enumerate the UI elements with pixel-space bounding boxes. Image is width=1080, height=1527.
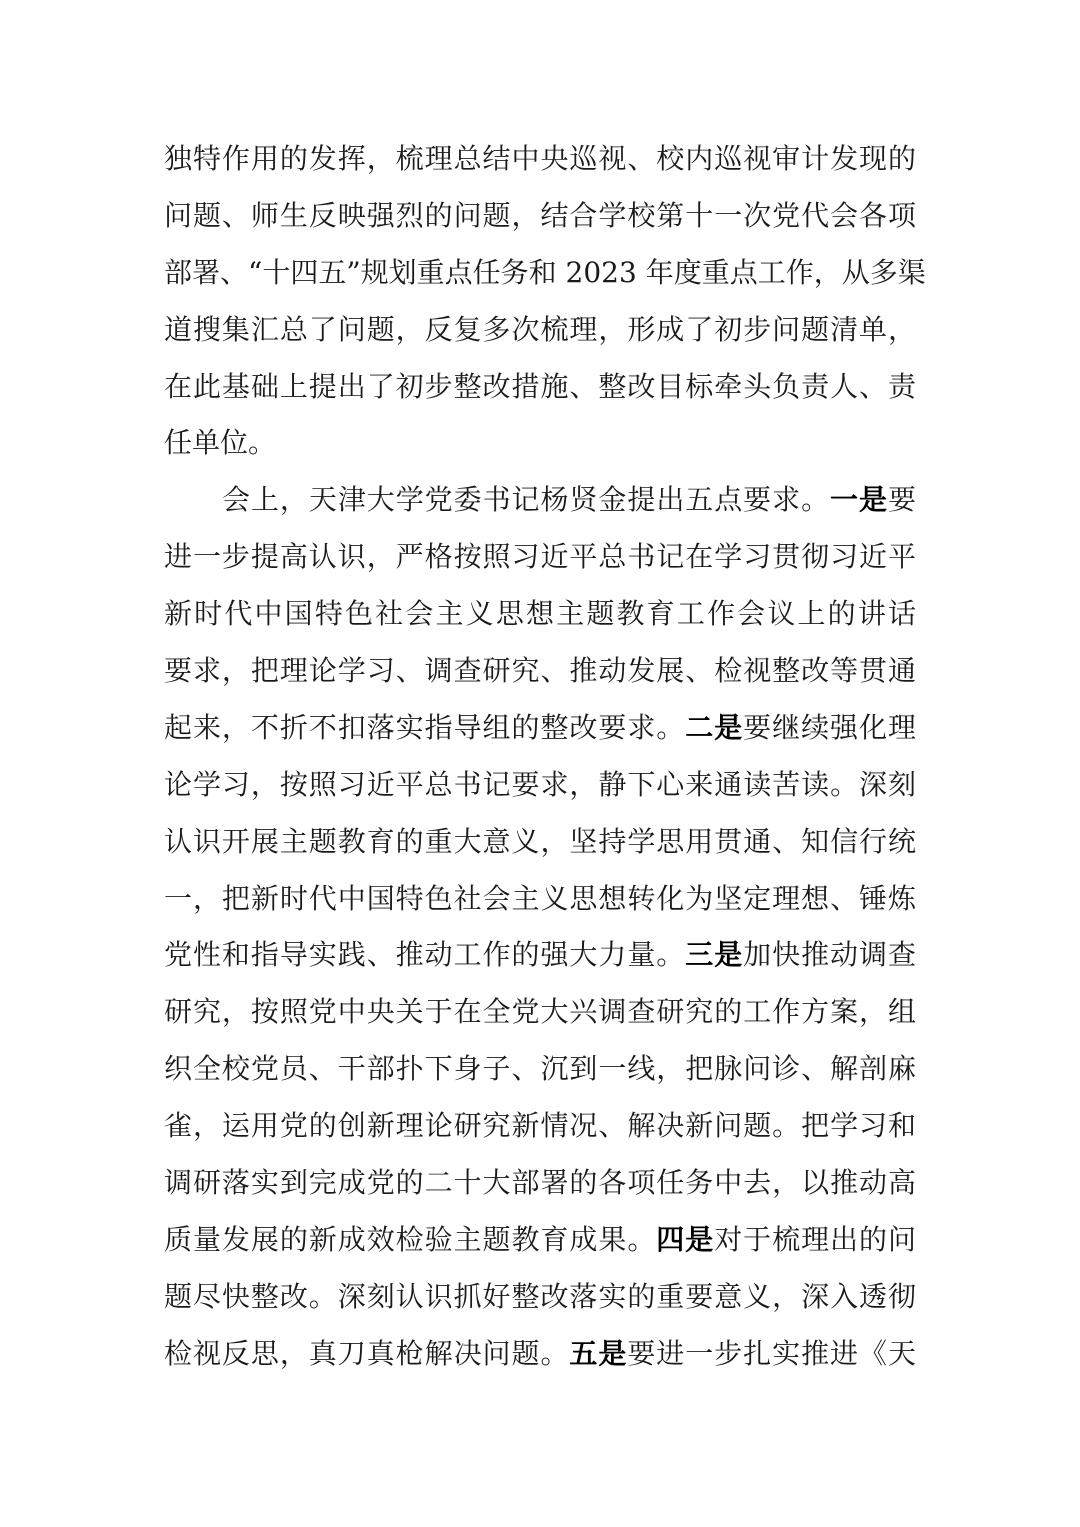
text-line [164, 1326, 916, 1383]
text-segment: 要进一步扎实推进《天 [627, 1336, 916, 1370]
text-line [164, 302, 916, 359]
text-line [164, 871, 916, 928]
text-segment: 任单位。 [164, 426, 277, 460]
text-line [164, 984, 916, 1041]
text-segment: 题尽快整改。深刻认识抓好整改落实的重要意义，深入透彻 [164, 1279, 916, 1313]
text-segment: 织全校党员、干部扑下身子、沉到一线，把脉问诊、解剖麻 [164, 1052, 916, 1086]
text-line [164, 359, 916, 416]
emphasis-marker: 二是 [685, 710, 744, 744]
text-line [164, 757, 916, 814]
text-segment: 在此基础上提出了初步整改措施、整改目标牵头负责人、责 [164, 369, 916, 403]
emphasis-marker: 五是 [569, 1336, 628, 1370]
text-line [164, 131, 916, 188]
text-line [164, 415, 916, 472]
text-segment: 党性和指导实践、推动工作的强大力量。 [164, 938, 686, 972]
text-line [164, 586, 916, 643]
text-segment: 道搜集汇总了问题，反复多次梳理，形成了初步问题清单， [164, 312, 916, 346]
text-segment: 对于梳理出的问 [714, 1222, 916, 1256]
text-segment: 一，把新时代中国特色社会主义思想转化为坚定理想、锤炼 [164, 881, 916, 915]
text-segment: 研究，按照党中央关于在全党大兴调查研究的工作方案，组 [164, 995, 916, 1029]
text-segment: 会上，天津大学党委书记杨贤金提出五点要求。 [222, 483, 831, 517]
text-segment: 进一步提高认识，严格按照习近平总书记在学习贯彻习近平 [164, 540, 916, 574]
text-segment: 论学习，按照习近平总书记要求，静下心来通读苦读。深刻 [164, 767, 916, 801]
text-segment: 雀，运用党的创新理论研究新情况、解决新问题。把学习和 [164, 1109, 916, 1143]
text-segment: 加快推动调查 [743, 938, 916, 972]
text-line [164, 529, 916, 586]
text-line [164, 700, 916, 757]
text-segment: 要继续强化理 [743, 710, 916, 744]
text-line [164, 1269, 916, 1326]
text-segment: 起来，不折不扣落实指导组的整改要求。 [164, 710, 686, 744]
text-segment: 质量发展的新成效检验主题教育成果。 [164, 1222, 657, 1256]
emphasis-marker: 四是 [656, 1222, 715, 1256]
text-line [164, 1155, 916, 1212]
paragraph-first-line [164, 472, 916, 529]
text-segment: 认识开展主题教育的重大意义，坚持学思用贯通、知信行统 [164, 824, 916, 858]
text-segment: 问题、师生反映强烈的问题，结合学校第十一次党代会各项 [164, 198, 916, 232]
text-segment: 新时代中国特色社会主义思想主题教育工作会议上的讲话 [164, 597, 916, 631]
text-segment: 检视反思，真刀真枪解决问题。 [164, 1336, 570, 1370]
text-line [164, 814, 916, 871]
text-line [164, 1212, 916, 1269]
body-text [164, 131, 926, 1383]
text-segment: 要 [887, 483, 916, 517]
emphasis-marker: 三是 [685, 938, 744, 972]
emphasis-marker: 一是 [830, 483, 888, 517]
text-line [164, 188, 916, 245]
text-line [164, 1041, 916, 1098]
text-segment: 独特作用的发挥，梳理总结中央巡视、校内巡视审计发现的 [164, 142, 916, 175]
text-segment: 要求，把理论学习、调查研究、推动发展、检视整改等贯通 [164, 654, 916, 688]
text-line [164, 245, 926, 302]
text-line [164, 1098, 916, 1155]
text-line [164, 927, 916, 984]
text-segment: 调研落实到完成党的二十大部署的各项任务中去，以推动高 [164, 1166, 916, 1200]
text-line [164, 643, 916, 700]
text-segment: 部署、“十四五”规划重点任务和 2023 年度重点工作，从多渠 [164, 255, 926, 289]
